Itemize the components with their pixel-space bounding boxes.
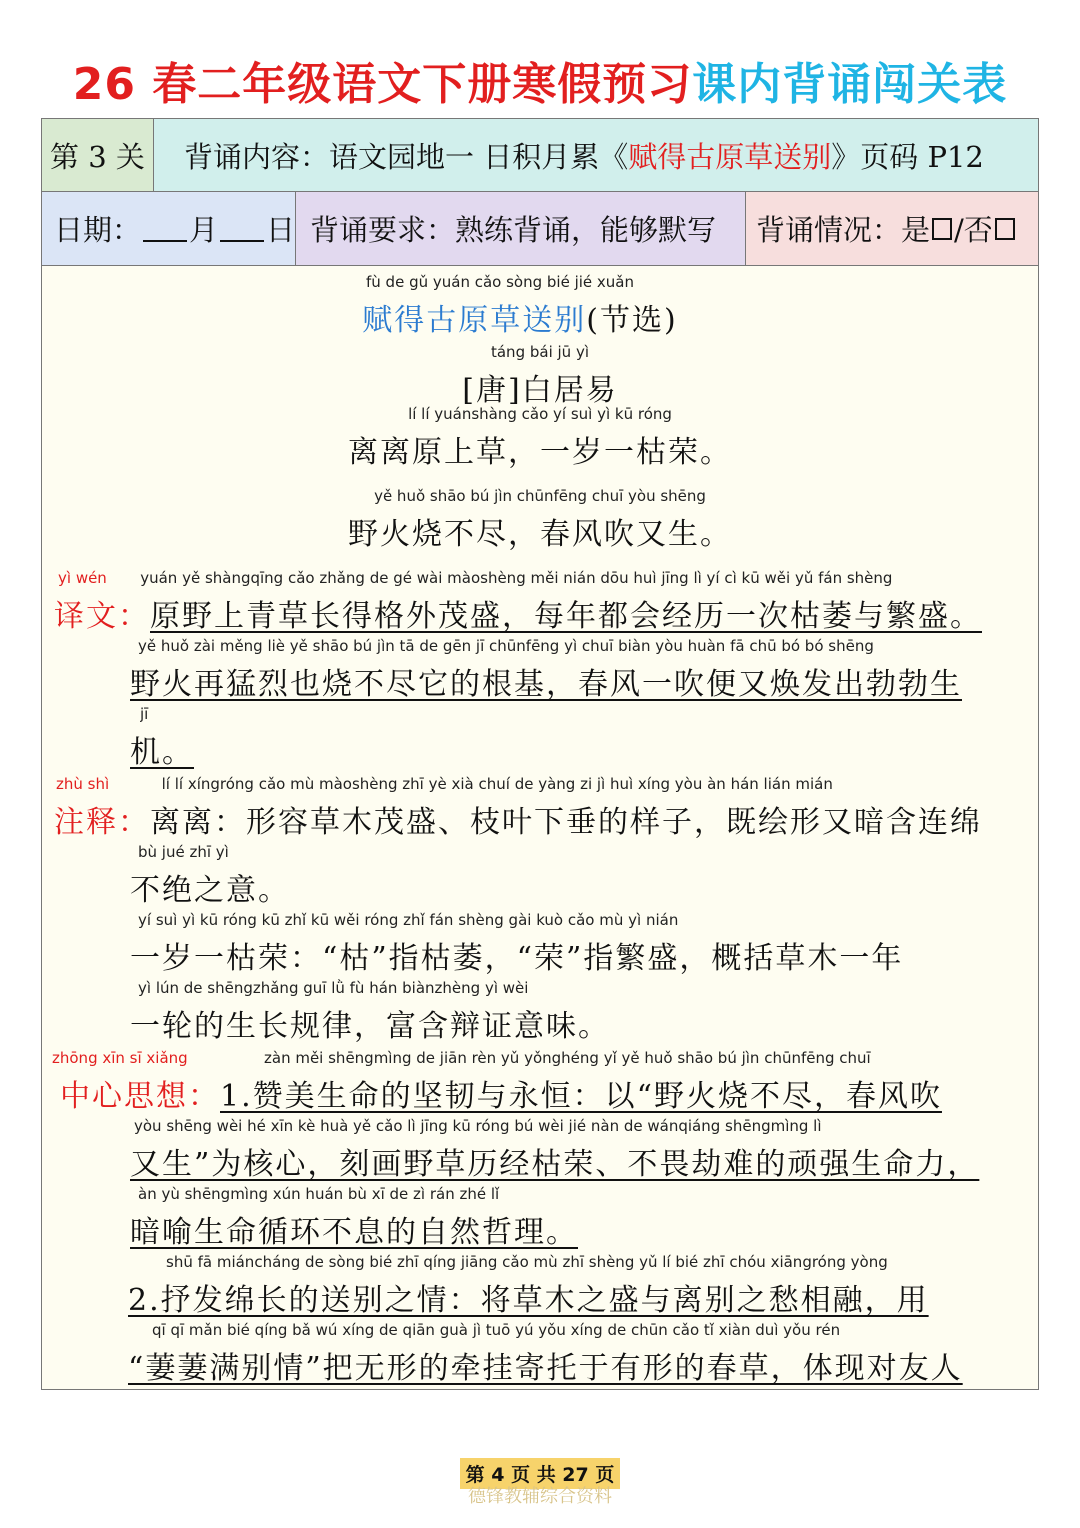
pinyin: qī qī mǎn bié qíng bǎ wú xíng de qiān guà jì tuō yú yǒu xíng de chūn cǎo tǐ xiàn duì yǒu rén (152, 1321, 841, 1339)
content-prefix: 背诵内容：语文园地一 日积月累《 (184, 139, 629, 174)
translation-line-1 (42, 569, 1038, 633)
label-pinyin: yì wén (58, 569, 107, 587)
pinyin: yòu shēng wèi hé xīn kè huà yě cǎo lì jīng kū róng bú wèi jié nàn de wánqiáng shēngmìng lì (134, 1117, 822, 1135)
translation-line-2 (42, 637, 1038, 701)
pinyin: àn yù shēngmìng xún huán bù xī de zì rán zhé lǐ (138, 1185, 500, 1203)
pinyin: táng bái jū yì (490, 343, 589, 361)
poem-title-suffix: (节选) (586, 303, 678, 338)
pinyin (58, 569, 1054, 587)
text-pinyin: zàn měi shēngmìng de jiān rèn yǔ yǒnghéng yǐ yě huǒ shāo bú jìn chūnfēng chuī (264, 1049, 871, 1067)
pinyin: lí lí yuánshàng cǎo yí suì yì kū róng (408, 405, 672, 423)
theme-text-end: 暗喻生命循环不息的自然哲理。 (130, 1215, 578, 1250)
verse: 离离原上草，一岁一枯荣。 (348, 435, 732, 470)
pinyin (52, 1049, 1048, 1067)
page-title (0, 48, 1080, 112)
translation-text: 野火再猛烈也烧不尽它的根基，春风一吹便又焕发出勃勃生 (130, 667, 962, 702)
pinyin: jī (140, 705, 149, 723)
pinyin (56, 775, 1052, 793)
theme-line-4 (42, 1253, 1038, 1317)
day-label: 日 (265, 213, 295, 247)
note-line-2 (42, 843, 1038, 907)
title-part-1: 26 春二年级语文下册 (72, 59, 513, 110)
month-label: 月 (188, 213, 218, 247)
label-pinyin: zhù shì (56, 775, 110, 793)
note-line-1 (42, 775, 1038, 839)
watermark: 德锋教辅综合资料 (468, 1486, 612, 1507)
theme-text: “萋萋满别情”把无形的牵挂寄托于有形的春草，体现对友人 (128, 1351, 963, 1386)
text (54, 797, 1050, 841)
poem-line-1 (42, 405, 1038, 469)
status-label: 背诵情况：是 (756, 213, 931, 247)
note-line-3 (42, 911, 1038, 975)
text-pinyin: lí lí xíngróng cǎo mù màoshèng zhī yè xià chuí de yàng zi jì huì xíng yòu àn hán lián mián (161, 775, 833, 793)
theme-text: 又生”为核心，刻画野草历经枯荣、不畏劫难的顽强生命力， (130, 1147, 980, 1182)
month-blank[interactable] (143, 216, 187, 242)
pinyin: yě huǒ zài měng liè yě shāo bú jìn tā de gēn jī chūnfēng yì chuī biàn yòu huàn fā chū bó bó shēng (138, 637, 874, 655)
pinyin: shū fā miáncháng de sòng bié zhī qíng jiāng cǎo mù zhī shèng yǔ lí bié zhī chóu xiāngróng yòng (166, 1253, 888, 1271)
pinyin: yì lún de shēngzhǎng guī lǜ fù hán biànzhèng yì wèi (138, 979, 529, 997)
no-checkbox[interactable] (995, 218, 1015, 240)
day-blank[interactable] (220, 216, 264, 242)
yes-checkbox[interactable] (932, 218, 952, 240)
content-suffix: 》页码 P12 (831, 139, 984, 174)
theme-line-1 (42, 1049, 1038, 1113)
translation-text: 原野上青草长得格外茂盛，每年都会经历一次枯萎与繁盛。 (150, 599, 982, 634)
date-cell (42, 192, 296, 265)
header-row-1 (42, 119, 1038, 192)
note-text: 不绝之意。 (130, 873, 290, 908)
translation-text (130, 727, 1080, 771)
poem-body (42, 267, 1038, 1389)
poem-title (22, 295, 1018, 339)
recitation-sheet (41, 118, 1039, 1390)
pinyin: fù de gǔ yuán cǎo sòng bié jié xuǎn (366, 273, 634, 291)
poem-title-line (42, 273, 1038, 337)
content-title: 赋得古原草送别 (628, 139, 832, 174)
theme-line-2 (42, 1117, 1038, 1181)
theme-line-3 (42, 1185, 1038, 1249)
poem-line-2 (42, 487, 1038, 551)
notes-label: 注释： (54, 805, 150, 840)
theme-line-5 (42, 1321, 1038, 1385)
pinyin: yě huǒ shāo bú jìn chūnfēng chuī yòu shēng (374, 487, 706, 505)
theme-text: 2.抒发绵长的送别之情：将草木之盛与离别之愁相融，用 (128, 1283, 929, 1318)
translation-line-3 (42, 705, 1038, 769)
date-label: 日期： (54, 213, 142, 247)
header-row-2 (42, 192, 1038, 266)
note-line-4 (42, 979, 1038, 1043)
status-cell (746, 192, 1038, 265)
pinyin: yí suì yì kū róng kū zhǐ kū wěi róng zhǐ fán shèng gài kuò cǎo mù yì nián (138, 911, 679, 929)
pinyin: bù jué zhī yì (138, 843, 229, 861)
title-part-2: 寒假预习 (512, 59, 693, 110)
author-line (42, 343, 1038, 407)
text-pinyin: yuán yě shàngqīng cǎo zhǎng de gé wài màoshèng měi nián dōu huì jīng lì yí cì kū wěi yǔ fán shèng (140, 569, 893, 587)
poem-title-text: 赋得古原草送别 (362, 303, 587, 338)
note-text: 一轮的生长规律，富含辩证意味。 (130, 1009, 610, 1044)
text (54, 591, 1050, 635)
content-cell (154, 119, 1038, 191)
author: [唐]白居易 (462, 373, 618, 408)
title-part-3: 课内背诵闯关表 (692, 59, 1008, 110)
status-no-label: /否 (954, 213, 993, 247)
verse: 野火烧不尽，春风吹又生。 (348, 517, 732, 552)
requirement-cell: 背诵要求：熟练背诵，能够默写 (296, 192, 746, 265)
note-text: 一岁一枯荣：“枯”指枯萎，“荣”指繁盛，概括草木一年 (130, 941, 904, 976)
theme-text: 1.赞美生命的坚韧与永恒：以“野火烧不尽，春风吹 (220, 1079, 942, 1114)
text (60, 1071, 1056, 1115)
theme-text (130, 1207, 1080, 1251)
page-number: 第 4 页 共 27 页 (460, 1458, 621, 1489)
translation-label: 译文： (54, 599, 150, 634)
level-cell: 第 3 关 (42, 119, 154, 191)
theme-label: 中心思想： (60, 1079, 220, 1114)
translation-text-end: 机。 (130, 735, 194, 770)
note-text: 离离：形容草木茂盛、枝叶下垂的样子，既绘形又暗含连绵 (150, 805, 982, 840)
label-pinyin: zhōng xīn sī xiǎng (52, 1049, 188, 1067)
